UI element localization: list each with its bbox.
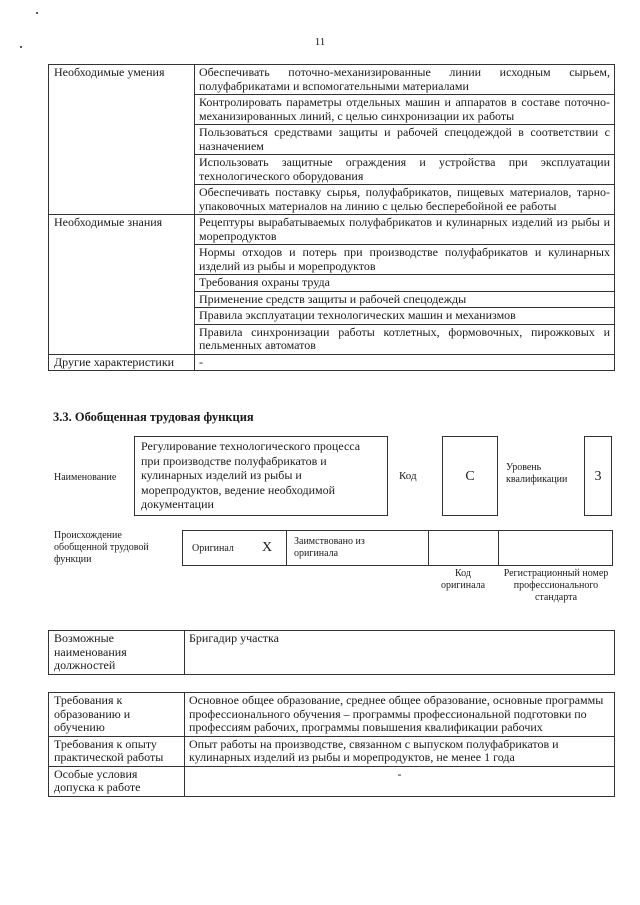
- skill-item: Обеспечивать поточно-механизированные линии исходным сырьем, полуфабрикатами и вспомогательными материалами: [195, 65, 615, 95]
- table-row: [49, 631, 615, 675]
- knowledge-item: Рецептуры вырабатываемых полуфабрикатов и кулинарных изделий из рыбы и морепродуктов: [195, 215, 615, 245]
- positions-table: [48, 630, 615, 675]
- scan-dot: [36, 12, 38, 14]
- code-box: [442, 436, 498, 516]
- knowledge-item: Правила эксплуатации технологических машин и механизмов: [195, 308, 615, 325]
- other-label: Другие характеристики: [49, 354, 195, 371]
- code-original-caption: Код оригинала: [440, 568, 486, 591]
- skill-item: Использовать защитные ограждения и устройства при эксплуатации технологического оборудования: [195, 155, 615, 185]
- origin-divider: [286, 530, 287, 566]
- education-value: Основное общее образование, среднее общее образование, основные программы профессионального обучения – программы профессиональной подготовки по профессиям рабочих, программы повышения квалификации рабочих: [185, 693, 615, 737]
- code-value: С: [465, 469, 475, 484]
- requirements-table: [48, 692, 615, 797]
- knowledge-item: Требования охраны труда: [195, 275, 615, 292]
- knowledge-item: Применение средств защиты и рабочей спецодежды: [195, 291, 615, 308]
- skill-item: Пользоваться средствами защиты и рабочей спецодеждой в соответствии с назначением: [195, 125, 615, 155]
- knowledge-label: Необходимые знания: [49, 215, 195, 355]
- level-box: [584, 436, 612, 516]
- name-value-box: [134, 436, 388, 516]
- table-row: [49, 693, 615, 737]
- table-row: [49, 736, 615, 766]
- special-value: -: [185, 766, 615, 796]
- original-mark: Х: [262, 540, 273, 555]
- page-number: 11: [314, 36, 326, 48]
- level-value: 3: [594, 469, 602, 484]
- table-row: [49, 215, 615, 245]
- origin-row: [182, 530, 612, 566]
- name-label: Наименование: [54, 472, 117, 483]
- experience-value: Опыт работы на производстве, связанном с выпуском полуфабрикатов и кулинарных изделий из рыбы и морепродуктов, не менее 1 года: [185, 736, 615, 766]
- code-label: Код: [399, 470, 417, 482]
- origin-divider: [428, 530, 429, 566]
- other-value: -: [195, 354, 615, 371]
- knowledge-item: Правила синхронизации работы котлетных, формовочных, пирожковых и пельменных автоматов: [195, 324, 615, 354]
- skills-knowledge-table: [48, 64, 615, 371]
- table-row: [49, 354, 615, 371]
- education-label: Требования к образованию и обучению: [49, 693, 185, 737]
- level-label: Уровень квалификации: [506, 462, 568, 485]
- knowledge-item: Нормы отходов и потерь при производстве полуфабрикатов и кулинарных изделий из рыбы и морепродуктов: [195, 245, 615, 275]
- origin-label: Происхождение обобщенной трудовой функции: [54, 530, 149, 565]
- table-row: [49, 65, 615, 95]
- positions-label: Возможные наименования должностей: [49, 631, 185, 675]
- origin-divider: [498, 530, 499, 566]
- reg-number-caption: Регистрационный номер профессионального стандарта: [503, 568, 609, 603]
- origin-divider: [612, 530, 613, 566]
- special-label: Особые условия допуска к работе: [49, 766, 185, 796]
- skill-item: Обеспечивать поставку сырья, полуфабрикатов, пищевых материалов, тарно-упаковочных материалов на линию с целью бесперебойной ее работы: [195, 185, 615, 215]
- positions-value: Бригадир участка: [185, 631, 615, 675]
- skill-item: Контролировать параметры отдельных машин и аппаратов в составе поточно-механизированных линий, с целью синхронизации их работы: [195, 95, 615, 125]
- original-label: Оригинал: [192, 543, 234, 554]
- table-row: [49, 766, 615, 796]
- borrowed-label: Заимствовано из оригинала: [294, 536, 365, 559]
- experience-label: Требования к опыту практической работы: [49, 736, 185, 766]
- section-title: 3.3. Обобщенная трудовая функция: [53, 410, 254, 424]
- skills-label: Необходимые умения: [49, 65, 195, 215]
- origin-divider: [182, 530, 183, 566]
- name-value: Регулирование технологического процесса при производстве полуфабрикатов и кулинарных изделий из рыбы и морепродуктов, ведение необходимой документации: [141, 439, 361, 511]
